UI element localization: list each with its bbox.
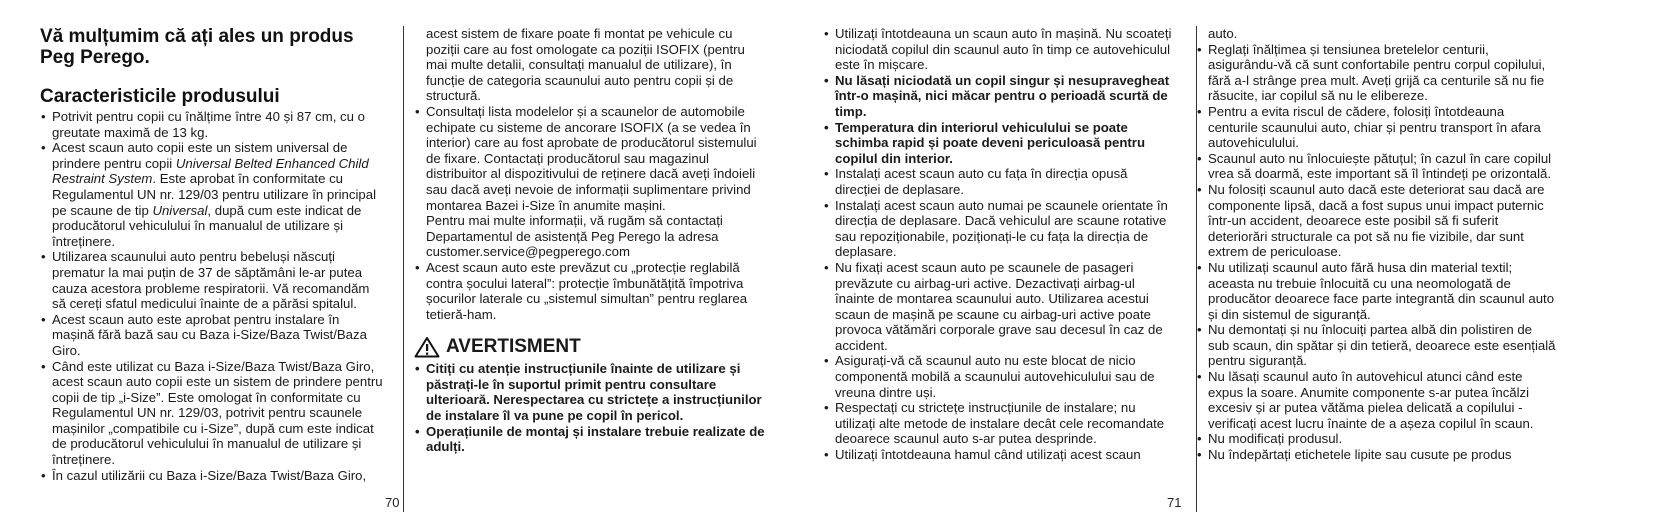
- list-item: • Utilizați întotdeauna hamul când utilizați acest scaun: [823, 447, 1175, 463]
- list-item: • Respectați cu strictețe instrucțiunile de instalare; nu utilizați alte metode de instalare decât cele recomandate deoarece scaunul auto s-ar putea desprinde.: [823, 400, 1175, 447]
- list-item: • Acest scaun auto este prevăzut cu „protecție reglabilă contra șocului lateral”: protecție îmbunătățită împotriva șocurilor laterale cu „sistemul simultan” pentru reglarea tetieră-ham.: [414, 260, 766, 322]
- list-item: • Nu îndepărtați etichetele lipite sau cusute pe produs: [1196, 447, 1556, 463]
- list-item: • Nu lăsați scaunul auto în autovehicul atunci când este expus la soare. Anumite componente s-ar putea încălzi excesiv și ar putea vătăma pielea delicată a copilului - verificați acest lucru înainte de a așeza copilul în scaun.: [1196, 369, 1556, 431]
- warning-item: • Citiți cu atenție instrucțiunile înainte de utilizare și păstrați-le în suportul primit pentru consultare ulterioară. Nerespectarea cu strictețe a instrucțiunilor de instalare îl va pune pe copil în pericol.: [414, 361, 766, 423]
- list-item: • Instalați acest scaun auto numai pe scaunele orientate în direcția de deplasare. Dacă vehiculul are scaune rotative sau repoziționabile, poziționați-le cu fața la direcția de deplasare.: [823, 198, 1175, 260]
- column-3: [823, 26, 1175, 463]
- features-list: [40, 109, 384, 483]
- column-4: [1196, 26, 1556, 463]
- list-item: • Nu demontați și nu înlocuiți partea albă din polistiren de sub scaun, din spătar și din tetieră, deoarece este esențială pentru siguranță.: [1196, 322, 1556, 369]
- list-item: • Când este utilizat cu Baza i-Size/Baza Twist/Baza Giro, acest scaun auto copii este un sistem de prindere pentru copii de tip „i-Size”. Este omologat în conformitate cu Regulamentul UN nr. 129/03, potrivit pentru scaunele mașinilor „compatibile cu i-Size”, după cum este indicat de producătorul vehiculului în manualul de utilizare și întreținere.: [40, 359, 384, 468]
- column-divider-left: [403, 26, 404, 512]
- list-item-bold: • Temperatura din interiorul vehiculului se poate schimba rapid și poate deveni periculoasă pentru copilul din interior.: [823, 120, 1175, 167]
- usage-list: [823, 26, 1175, 463]
- list-item: • Utilizați întotdeauna un scaun auto în mașină. Nu scoateți niciodată copilul din scaunul auto în timp ce autovehiculul este în mișcare.: [823, 26, 1175, 73]
- page-number-right: 71: [1167, 495, 1182, 510]
- contact-note: Pentru mai multe informații, vă rugăm să contactați Departamentul de asistență Peg Perego la adresa customer.service@pegperego.com: [426, 213, 723, 260]
- list-item: • Reglați înălțimea și tensiunea bretelelor centurii, asigurându-vă că sunt confortabile pentru corpul copilului, fără a-l strânge prea mult. Aveți grijă ca centurile să nu fie răsucite, iar copilul să nu le elibereze.: [1196, 42, 1556, 104]
- column-2: [414, 26, 766, 455]
- warning-item: • Operațiunile de montaj și instalare trebuie realizate de adulți.: [414, 424, 766, 455]
- continuation-text: acest sistem de fixare poate fi montat pe vehicule cu poziții care au fost omologate ca poziții ISOFIX (pentru mai multe detalii, consultați manualul de utilizare), în funcție de categoria scaunului auto pentru copii și de structură.: [426, 26, 745, 104]
- list-item: • Asigurați-vă că scaunul auto nu este blocat de nicio componentă mobilă a scaunului autovehiculului sau de vreuna dintre uși.: [823, 353, 1175, 400]
- warning-title: AVERTISMENT: [446, 336, 581, 358]
- list-item-universal: • Acest scaun auto copii este un sistem universal de prindere pentru copii Universal Belted Enhanced Child Restraint System. Este aprobat în conformitate cu Regulamentul UN nr. 129/03 pentru utilizare în principal pe scaune de tip Universal, după cum este indicat de producătorul vehiculului în manualul de utilizare și întreținere.: [40, 140, 384, 249]
- list-item: • Acest scaun auto este aprobat pentru instalare în mașină fără bază sau cu Baza i-Size/Baza Twist/Baza Giro.: [40, 312, 384, 359]
- list-item: • Nu fixați acest scaun auto pe scaunele de pasageri prevăzute cu airbag-uri active. Dezactivați airbag-ul înainte de montarea scaunului auto. Utilizarea acestui scaun de mașină pe scaune cu airbag-uri active poate provoca vătămări corporale grave sau decesul în caz de accident.: [823, 260, 1175, 354]
- list-item: • Nu modificați produsul.: [1196, 431, 1556, 447]
- warning-list: [414, 361, 766, 455]
- list-item: • Pentru a evita riscul de cădere, folosiți întotdeauna centurile scaunului auto, chiar și pentru transport în afara autovehiculului.: [1196, 104, 1556, 151]
- product-features-title: Caracteristicile produsului: [40, 86, 280, 107]
- list-item: • Nu utilizați scaunul auto fără husa din material textil; aceasta nu trebuie înlocuită cu una neomologată de producător deoarece face parte integrantă din scaunul auto și din sistemul de siguranță.: [1196, 260, 1556, 322]
- column-1: [40, 26, 384, 483]
- right-page: [827, 0, 1654, 532]
- list-item: • Instalați acest scaun auto cu fața în direcția opusă direcției de deplasare.: [823, 166, 1175, 197]
- list-item: • Potrivit pentru copii cu înălțime între 40 și 87 cm, cu o greutate maximă de 13 kg.: [40, 109, 384, 140]
- list-item: • Nu folosiți scaunul auto dacă este deteriorat sau dacă are componente lipsă, dacă a fost supus unui impact puternic într-un accident, deoarece este posibil să fi suferit deteriorări structurale ca pot să nu fie vizibile, dar sunt extrem de periculoase.: [1196, 182, 1556, 260]
- thank-you-title: Vă mulțumim că ați ales un produs Peg Perego.: [40, 26, 354, 68]
- list-item-bold: • Nu lăsați niciodată un copil singur și nesupravegheat într-o mașină, nici măcar pentru o perioadă scurtă de timp.: [823, 73, 1175, 120]
- page-number-left: 70: [385, 495, 400, 510]
- list-item: • Consultați lista modelelor și a scaunelor de automobile echipate cu sisteme de ancorare ISOFIX (a se vedea în interior) care au fost aprobate de producătorul sistemului de fixare. Contactați producătorul sau magazinul distribuitor al dispozitivului de reținere dacă aveți îndoieli sau dacă aveți nevoie de informații suplimentare privind montarea Bazei i-Size în anumite mașini.: [414, 104, 766, 213]
- list-item: • În cazul utilizării cu Baza i-Size/Baza Twist/Baza Giro,: [40, 468, 384, 484]
- warning-heading: [414, 336, 766, 358]
- warning-triangle-icon: [414, 336, 440, 358]
- list-item: • Utilizarea scaunului auto pentru bebeluși născuți prematur la mai puțin de 37 de săptămâni le-ar putea cauza acestora probleme respiratorii. Vă recomandăm să cereți sfatul medicului înainte de a părăsi spitalul.: [40, 249, 384, 311]
- list-item: • Scaunul auto nu înlocuiește pătuțul; în cazul în care copilul vrea să doarmă, este important să îl întindeți pe orizontală.: [1196, 151, 1556, 182]
- safety-list: [1196, 42, 1556, 463]
- side-protection-list: [414, 260, 766, 322]
- continuation-text: auto.: [1208, 26, 1238, 41]
- isofix-list: [414, 104, 766, 213]
